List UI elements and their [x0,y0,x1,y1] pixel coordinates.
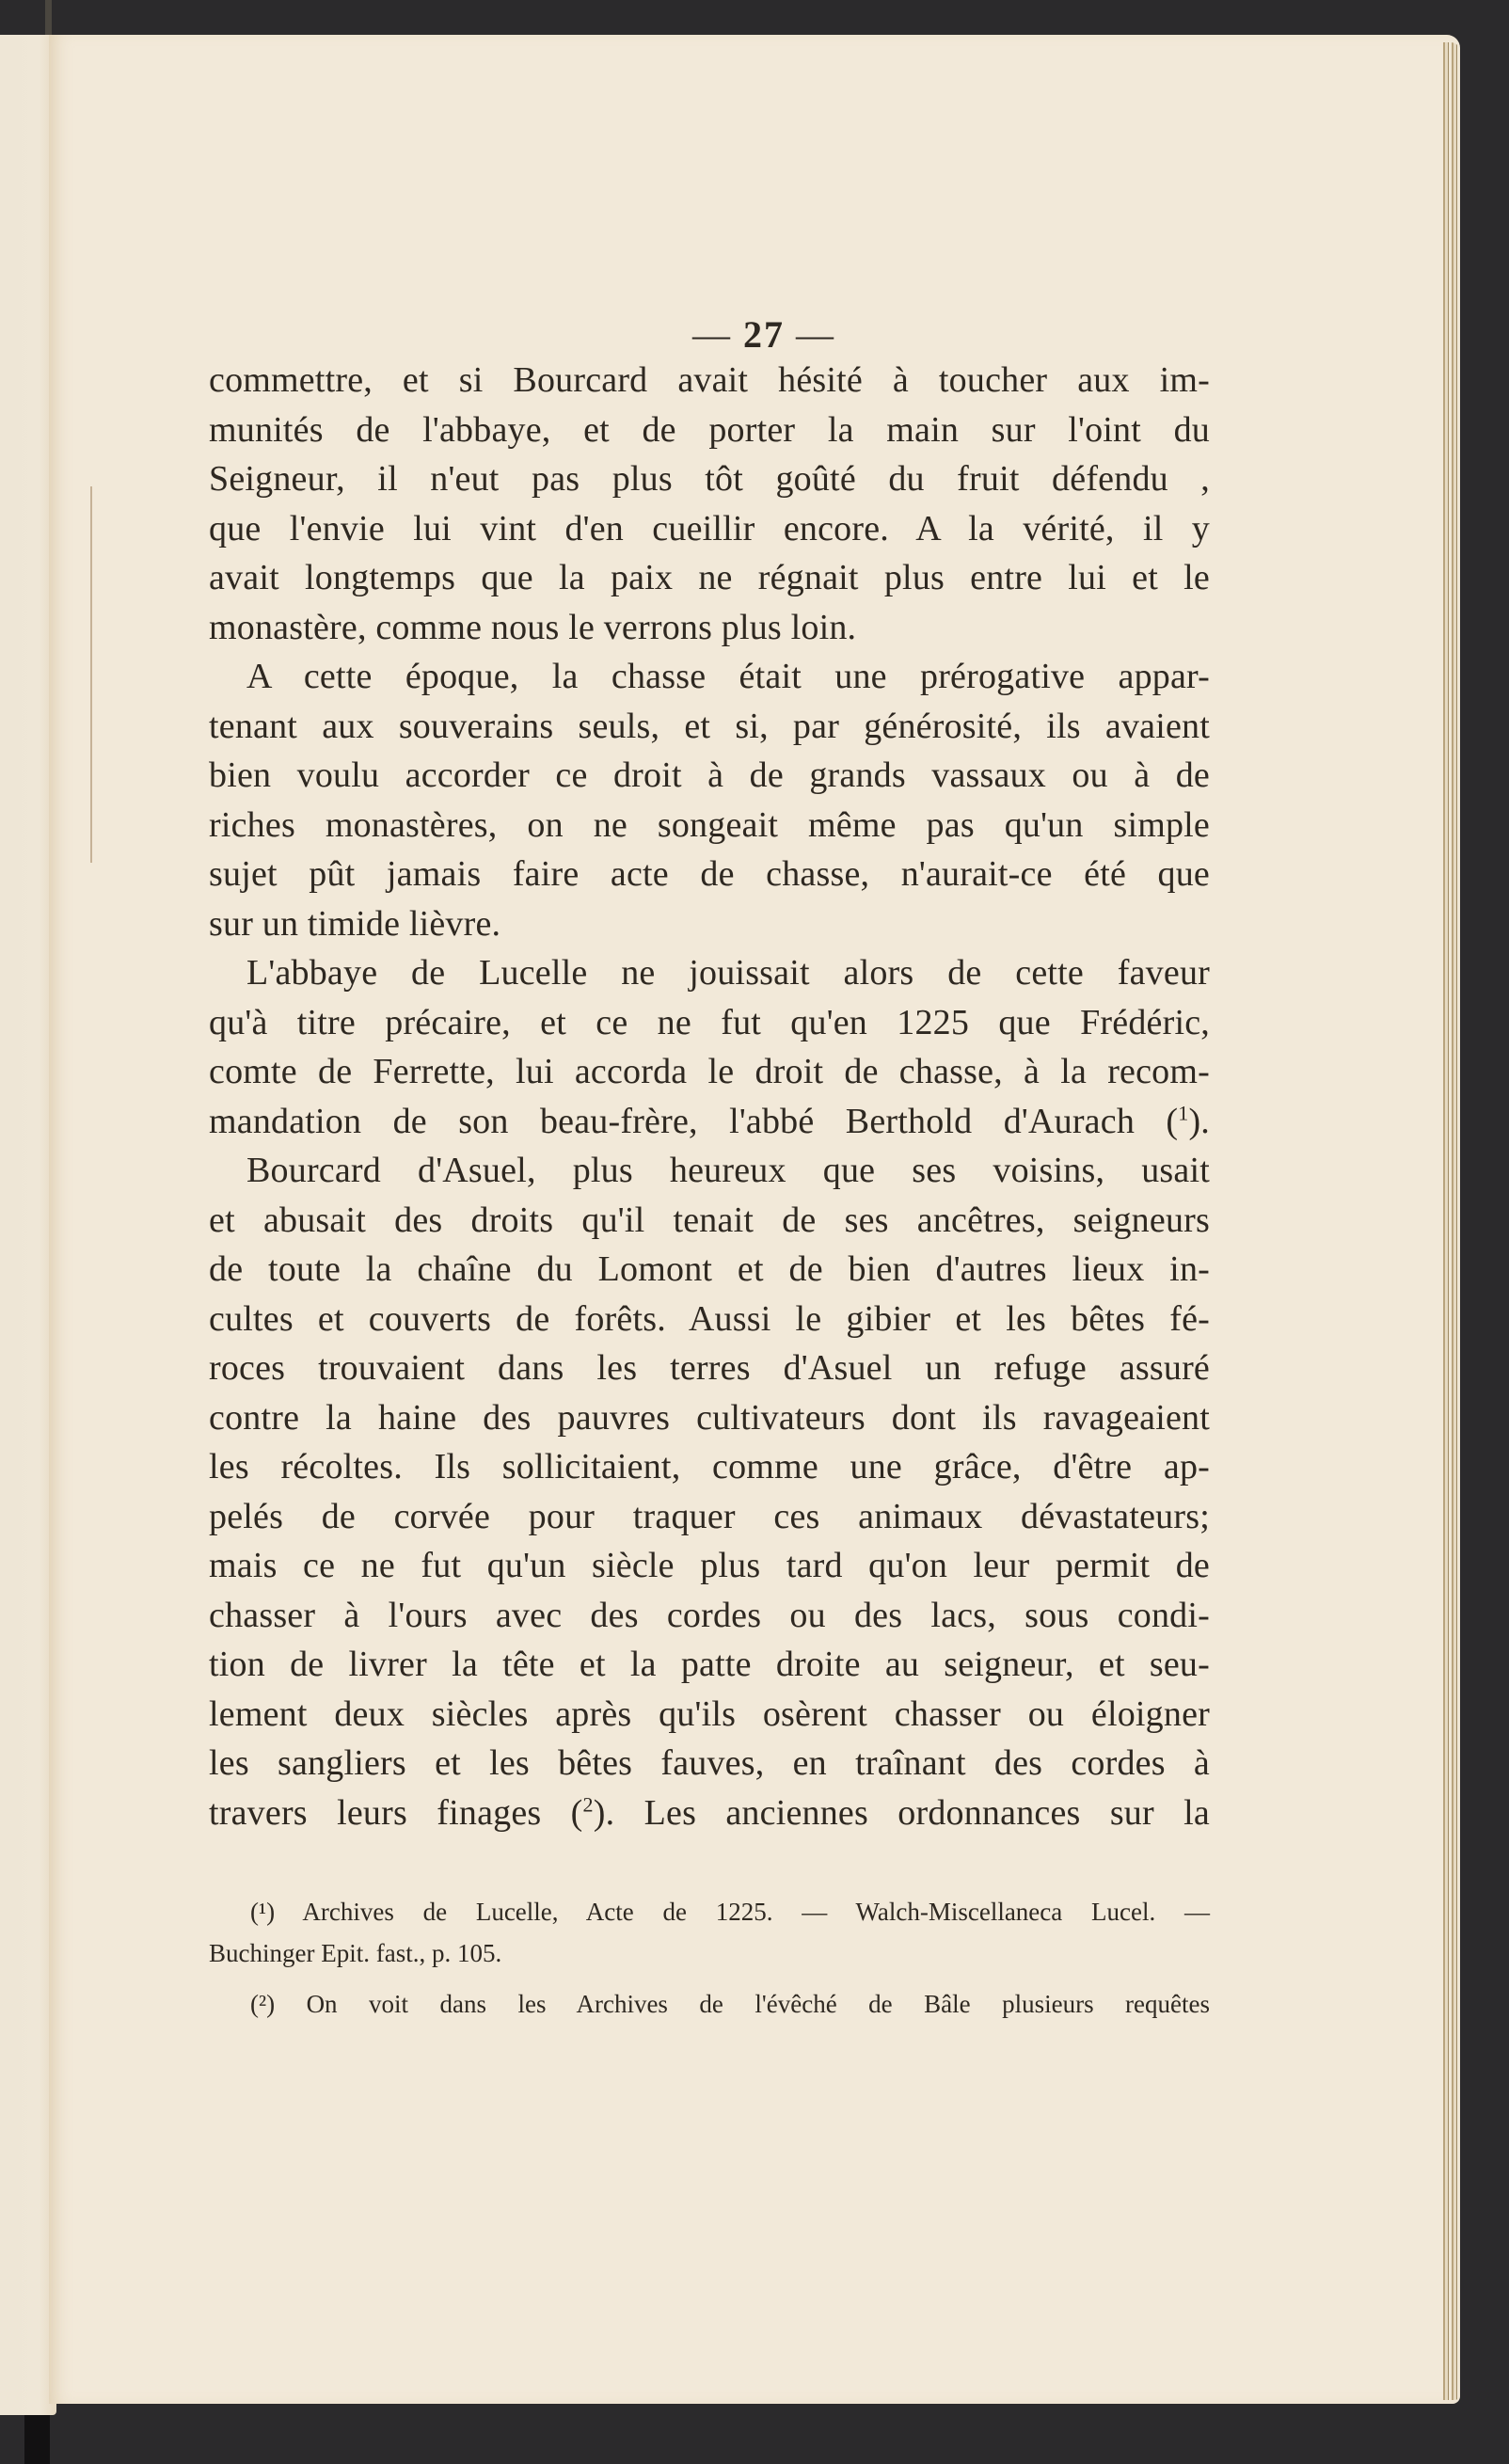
text-line: riches monastères, on ne songeait même pas qu'un simple [209,804,1210,845]
text-line: que l'envie lui vint d'en cueillir encore. A la vérité, il y [209,508,1210,548]
paragraph-start: Bourcard d'Asuel, plus heureux que ses voisins, usait [246,1151,1210,1190]
paragraph-start: A cette époque, la chasse était une prérogative appar- [246,657,1210,696]
paragraph-start: L'abbaye de Lucelle ne jouissait alors de cette faveur [246,953,1210,993]
page-number: — 27 — [692,313,835,356]
text-line: cultes et couverts de forêts. Aussi le gibier et les bêtes fé- [209,1298,1210,1339]
text-line: monastère, comme nous le verrons plus loin. [209,607,857,647]
text-line: munités de l'abbaye, et de porter la main sur l'oint du [209,409,1210,450]
text-line: tion de livrer la tête et la patte droite au seigneur, et seu- [209,1645,1210,1684]
footnote-ref-2: 2 [582,1791,594,1816]
text-line: les récoltes. Ils sollicitaient, comme une grâce, d'être ap- [209,1447,1210,1486]
gutter-fold [90,486,92,863]
book-spine-top [45,0,52,35]
text-line: roces trouvaient dans les terres d'Asuel un refuge assuré [209,1348,1210,1388]
left-page-edge [0,35,56,2415]
text-line: chasser à l'ours avec des cordes ou des lacs, sous condi- [209,1595,1210,1635]
text-line: commettre, et si Bourcard avait hésité à toucher aux im- [209,360,1210,400]
page-edges [1443,42,1460,2400]
text-line: tenant aux souverains seuls, et si, par générosité, ils avaient [209,706,1210,746]
text-line-with-footnote-ref: mandation de son beau-frère, l'abbé Berthold d'Aurach ($^1$). [209,1100,1210,1141]
text-line: lement deux siècles après qu'ils osèrent chasser ou éloigner [209,1693,1210,1734]
text-line-with-footnote-ref: travers leurs finages ($^2$). Les anciennes ordonnances sur la [209,1791,1210,1833]
page-number-value: 27 [743,313,785,356]
text-line: qu'à titre précaire, et ce ne fut qu'en 1225 que Frédéric, [209,1002,1210,1042]
text-line: et abusait des droits qu'il tenait de ses ancêtres, seigneurs [209,1200,1210,1240]
text-line: Seigneur, il n'eut pas plus tôt goûté du fruit défendu , [209,459,1210,499]
text-line: comte de Ferrette, lui accorda le droit de chasse, à la recom- [209,1052,1210,1091]
text-line: bien voulu accorder ce droit à de grands vassaux ou à de [209,755,1210,795]
text-line: les sangliers et les bêtes fauves, en traînant des cordes à [209,1743,1210,1783]
text-line: sur un timide lièvre. [209,903,501,944]
footnote-1: (¹) Archives de Lucelle, Acte de 1225. — Walch-Miscellaneca Lucel. — [250,1898,1210,1926]
footnote-1-continued: Buchinger Epit. fast., p. 105. [209,1939,502,1967]
text-line: contre la haine des pauvres cultivateurs dont ils ravageaient [209,1397,1210,1438]
body-text [209,356,1210,1837]
footnote-2: (²) On voit dans les Archives de l'évêché de Bâle plusieurs requêtes [250,1990,1211,2018]
footnote-ref-1: 1 [1178,1100,1189,1124]
footnotes [209,1891,1210,2025]
text-line: de toute la chaîne du Lomont et de bien d'autres lieux in- [209,1249,1210,1289]
text-line: avait longtemps que la paix ne régnait plus entre lui et le [209,558,1210,597]
footnote-marker: (²) [250,1990,276,2018]
text-line: sujet pût jamais faire acte de chasse, n'aurait-ce été que [209,854,1210,894]
text-line: pelés de corvée pour traquer ces animaux dévastateurs; [209,1496,1210,1536]
text-line: mais ce ne fut qu'un siècle plus tard qu'on leur permit de [209,1546,1210,1585]
footnote-marker: (¹) [250,1898,276,1926]
